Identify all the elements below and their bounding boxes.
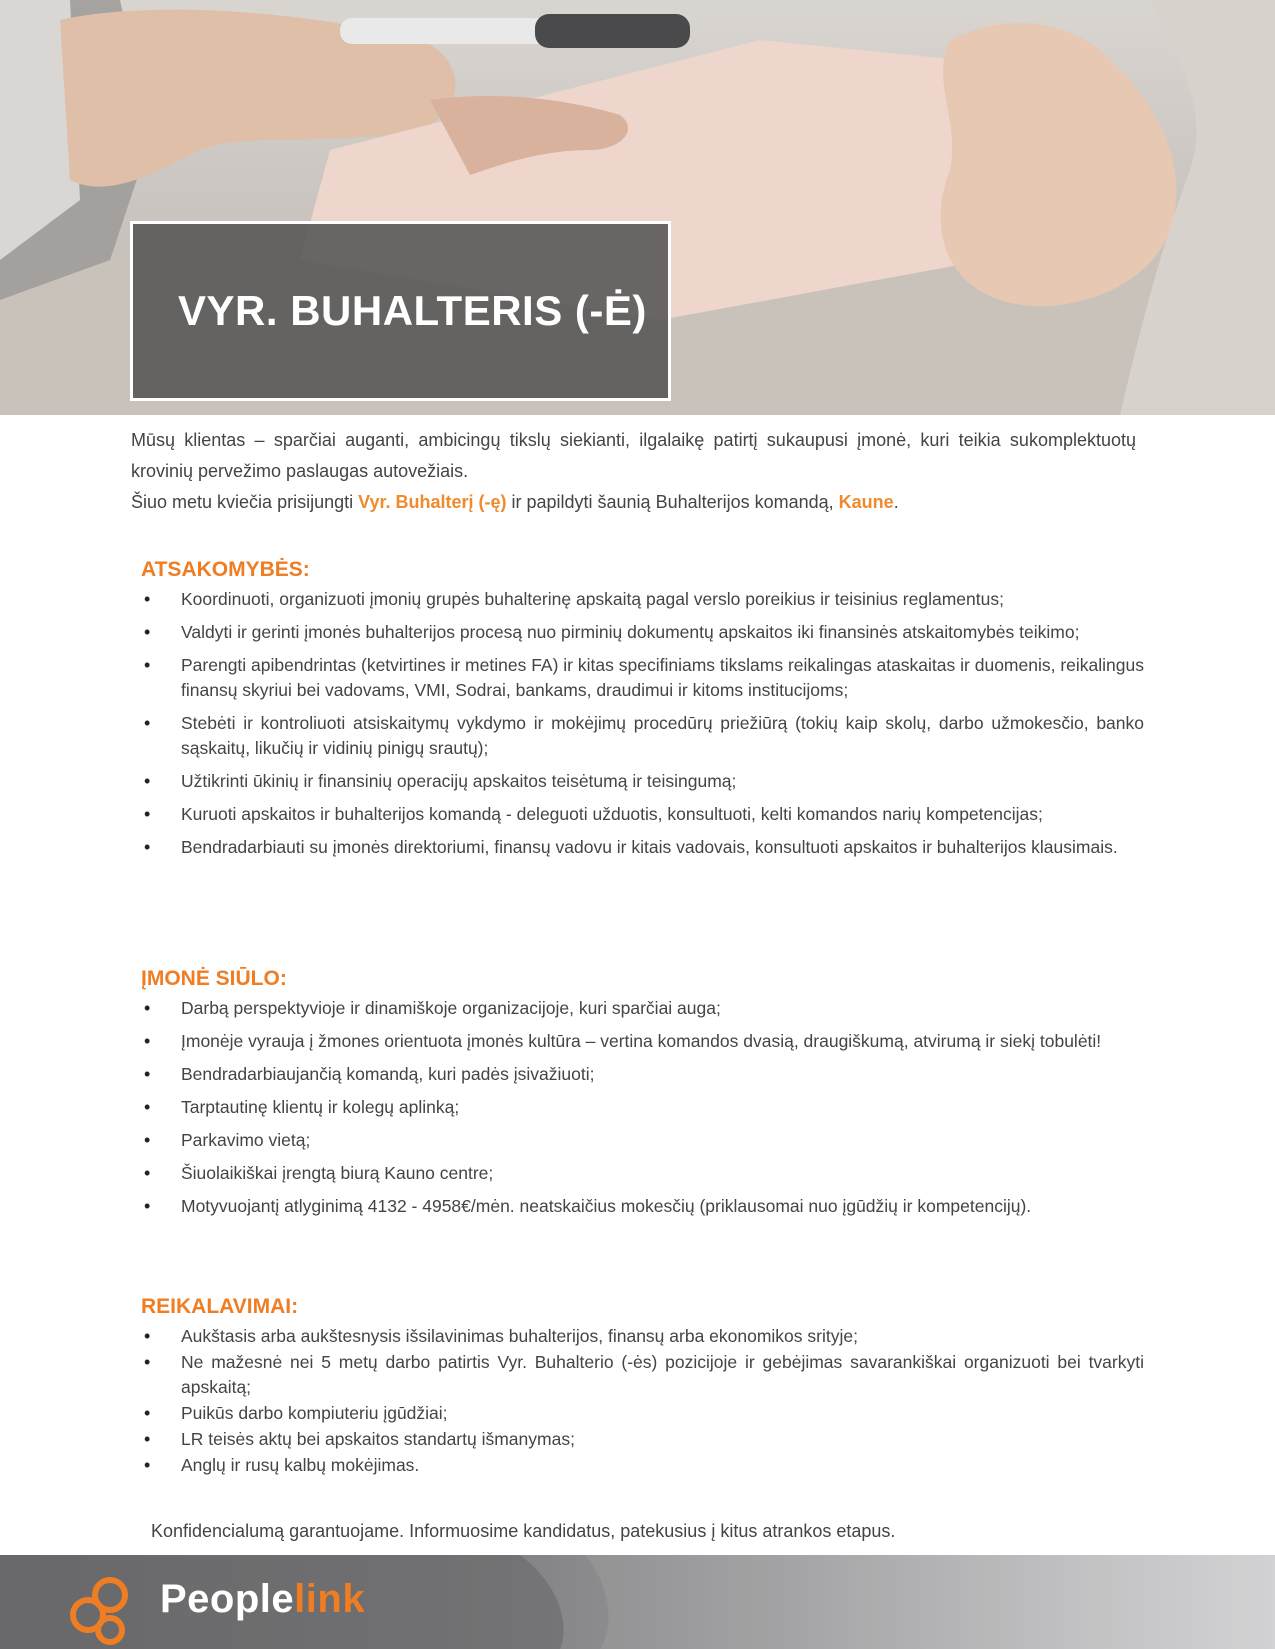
hands-clasped-right [941, 23, 1177, 306]
responsibilities-list [141, 587, 1144, 860]
offers-section [141, 962, 1144, 1227]
list-item: • Valdyti ir gerinti įmonės buhalterijos procesą nuo pirminių dokumentų apskaitos iki finansinės atskaitomybės teikimo; [141, 620, 1144, 645]
list-item: • LR teisės aktų bei apskaitos standartų išmanymas; [141, 1427, 1144, 1452]
list-item: • Aukštasis arba aukštesnysis išsilavinimas buhalterijos, finansų arba ekonomikos srityje; [141, 1324, 1144, 1349]
brand-part-link: link [294, 1577, 366, 1621]
confidentiality-note: Konfidencialumą garantuojame. Informuosime kandidatus, patekusius į kitus atrankos etapus. [151, 1521, 896, 1541]
requirements-heading: REIKALAVIMAI: [141, 1295, 299, 1318]
list-item: • Kuruoti apskaitos ir buhalterijos komandą - deleguoti užduotis, konsultuoti, kelti komandos narių kompetencijas; [141, 802, 1144, 827]
list-item: • Bendradarbiaujančią komandą, kuri padės įsivažiuoti; [141, 1062, 1144, 1087]
list-item: • Koordinuoti, organizuoti įmonių grupės buhalterinę apskaitą pagal verslo poreikius ir teisinius reglamentus; [141, 587, 1144, 612]
intro-position: Vyr. Buhalterį (-ę) [358, 492, 507, 512]
hero-image [0, 0, 1275, 415]
title-box [130, 221, 671, 401]
responsibilities-section [141, 553, 1144, 868]
intro-text [131, 425, 1136, 518]
list-item: • Motyvuojantį atlyginimą 4132 - 4958€/mėn. neatskaičius mokesčių (priklausomai nuo įgūdžių ir kompetencijų). [141, 1194, 1144, 1219]
intro-prefix: Šiuo metu kviečia prisijungti [131, 492, 359, 512]
list-item: • Parkavimo vietą; [141, 1128, 1144, 1153]
list-item: • Darbą perspektyvioje ir dinamiškoje organizacijoje, kuri sparčiai auga; [141, 996, 1144, 1021]
list-item: • Stebėti ir kontroliuoti atsiskaitymų vykdymo ir mokėjimų procedūrų priežiūrą (tokių kaip skolų, darbo užmokesčio, banko sąskaitų, likučių ir vidinių pinigų srautų); [141, 711, 1144, 761]
intro-middle: ir papildyti šaunią Buhalterijos komandą, [506, 492, 839, 512]
list-item: • Įmonėje vyrauja į žmones orientuota įmonės kultūra – vertina komandos dvasią, draugiškumą, atvirumą ir siekį tobulėti! [141, 1029, 1144, 1054]
offers-heading: ĮMONĖ SIŪLO: [141, 967, 287, 990]
peoplelink-logo-icon [66, 1575, 136, 1645]
footer-bar [0, 1555, 1275, 1649]
intro-suffix: . [893, 492, 899, 512]
list-item: • Ne mažesnė nei 5 metų darbo patirtis Vyr. Buhalterio (-ės) pozicijoje ir gebėjimas savarankiškai organizuoti bei tvarkyti apskaitą; [141, 1350, 1144, 1400]
requirements-list [141, 1324, 1144, 1478]
pen-cap [535, 14, 690, 48]
list-item: • Anglų ir rusų kalbų mokėjimas. [141, 1453, 1144, 1478]
list-item: • Parengti apibendrintas (ketvirtines ir metines FA) ir kitas specifiniams tikslams reikalingas ataskaitas ir duomenis, reikalingus finansų skyriui bei vadovams, VMI, Sodrai, bankams, draudimui ir kitoms institucijoms; [141, 653, 1144, 703]
responsibilities-heading: ATSAKOMYBĖS: [141, 558, 310, 581]
brand-part-people: People [160, 1577, 295, 1621]
list-item: • Bendradarbiauti su įmonės direktoriumi, finansų vadovu ir kitais vadovais, konsultuoti apskaitos ir buhalterijos klausimais. [141, 835, 1144, 860]
intro-paragraph-2 [131, 487, 1136, 518]
intro-paragraph-1: Mūsų klientas – sparčiai auganti, ambicingų tikslų siekianti, ilgalaikę patirtį sukaupusi įmonė, kuri teikia sukomplektuotų krovinių pervežimo paslaugas autovežiais. [131, 430, 1136, 481]
list-item: • Šiuolaikiškai įrengtą biurą Kauno centre; [141, 1161, 1144, 1186]
list-item: • Puikūs darbo kompiuteriu įgūdžiai; [141, 1401, 1144, 1426]
brand-wordmark [160, 1577, 365, 1622]
requirements-section [141, 1290, 1144, 1479]
job-title: VYR. BUHALTERIS (-Ė) [178, 287, 647, 334]
list-item: • Tarptautinę klientų ir kolegų aplinką; [141, 1095, 1144, 1120]
list-item: • Užtikrinti ūkinių ir finansinių operacijų apskaitos teisėtumą ir teisingumą; [141, 769, 1144, 794]
offers-list [141, 996, 1144, 1219]
intro-city: Kaune [838, 492, 894, 512]
